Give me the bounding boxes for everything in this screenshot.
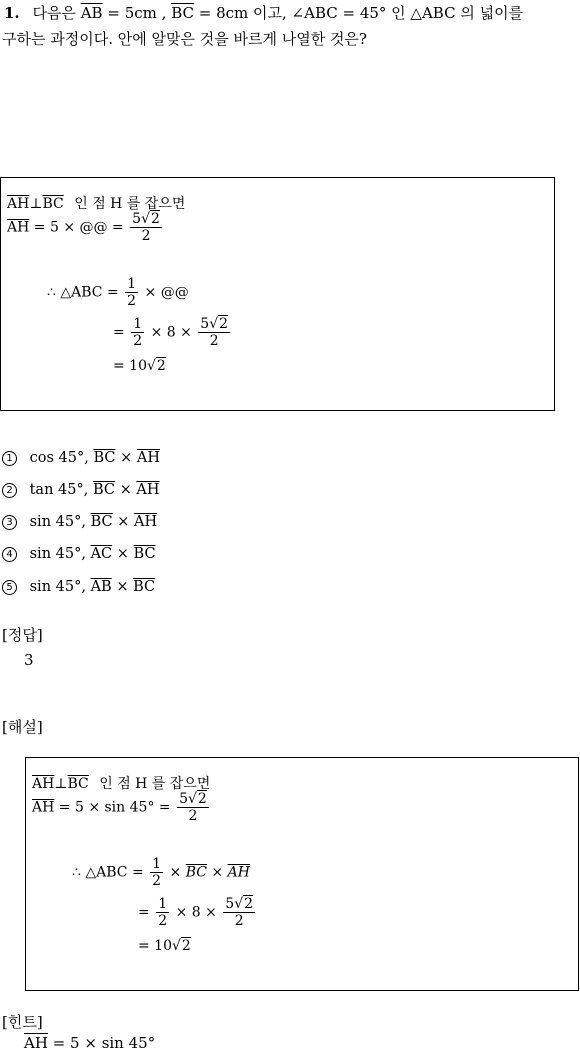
hint-label: [힌트] [2, 1013, 43, 1031]
fraction-half: $\frac{1}{2}$ [127, 276, 137, 309]
choice-number-badge: 5 [2, 580, 17, 595]
problem-line-4: = $\frac{1}{2}$ × 8 × $\frac{5√2}{2}$ [113, 316, 229, 349]
problem-line-5: = 10√2 [113, 358, 166, 374]
choice-5[interactable]: 5 sin 45°, $\overline{AB} \times \overline{BC}$ [2, 579, 155, 595]
explanation-box [25, 757, 579, 991]
explanation-line-1: $\overline{AH}\perp\overline{BC}$ 인 점 H 를 잡으면 [32, 776, 211, 792]
problem-line-2: $\overline{AH} = 5$ × @@ = $\frac{5√2}{2}$ [7, 211, 160, 244]
choice-2[interactable]: 2 tan 45°, $\overline{BC} \times \overline{AH}$ [2, 482, 159, 498]
problem-line-1: $\overline{AH}\perp\overline{BC}$ 인 점 H 를 잡으면 [7, 196, 186, 212]
fraction-5root2-over-2: $\frac{5√2}{2}$ [132, 211, 160, 244]
hint-text: $\overline{AH} = 5 \times \sin 45^\circ$ [24, 1034, 156, 1052]
choice-number-badge: 4 [2, 547, 17, 562]
explanation-line-3: ∴ △ABC = $\frac{1}{2}$ × $\overline{BC} \times \overline{AH}$ [72, 856, 250, 889]
explanation-line-4: = $\frac{1}{2}$ × 8 × $\frac{5√2}{2}$ [138, 896, 254, 929]
explanation-label: [해설] [2, 718, 43, 736]
question-line-1: 1. 다음은 $\overline{AB} = 5cm$ , $\overline{BC} = 8cm$ 이고, ∠ABC = 45° 인 △ABC 의 넓이를 [4, 4, 524, 22]
question-line-2: 구하는 과정이다. 안에 알맞은 것을 바르게 나열한 것은? [2, 30, 367, 48]
choice-number-badge: 2 [2, 483, 17, 498]
choice-4[interactable]: 4 sin 45°, $\overline{AC} \times \overline{BC}$ [2, 546, 156, 562]
question-number: 1. [4, 4, 20, 22]
explanation-line-5: = 10√2 [138, 938, 191, 954]
answer-value: 3 [24, 651, 34, 669]
explanation-line-2: $\overline{AH} = 5 \times \sin 45^\circ$ = $\frac{5√2}{2}$ [32, 791, 207, 824]
choice-3[interactable]: 3 sin 45°, $\overline{BC} \times \overline{AH}$ [2, 514, 157, 530]
segment-bc: $\overline{BC}$ [171, 4, 194, 22]
segment-ab: $\overline{AB}$ [80, 4, 103, 22]
answer-label: [정답] [2, 626, 43, 644]
problem-line-3: ∴ △ABC = $\frac{1}{2}$ × @@ [47, 276, 189, 309]
choice-number-badge: 1 [2, 451, 17, 466]
choice-1[interactable]: 1 cos 45°, $\overline{BC} \times \overline{AH}$ [2, 450, 160, 466]
problem-box [0, 177, 555, 411]
choice-number-badge: 3 [2, 515, 17, 530]
